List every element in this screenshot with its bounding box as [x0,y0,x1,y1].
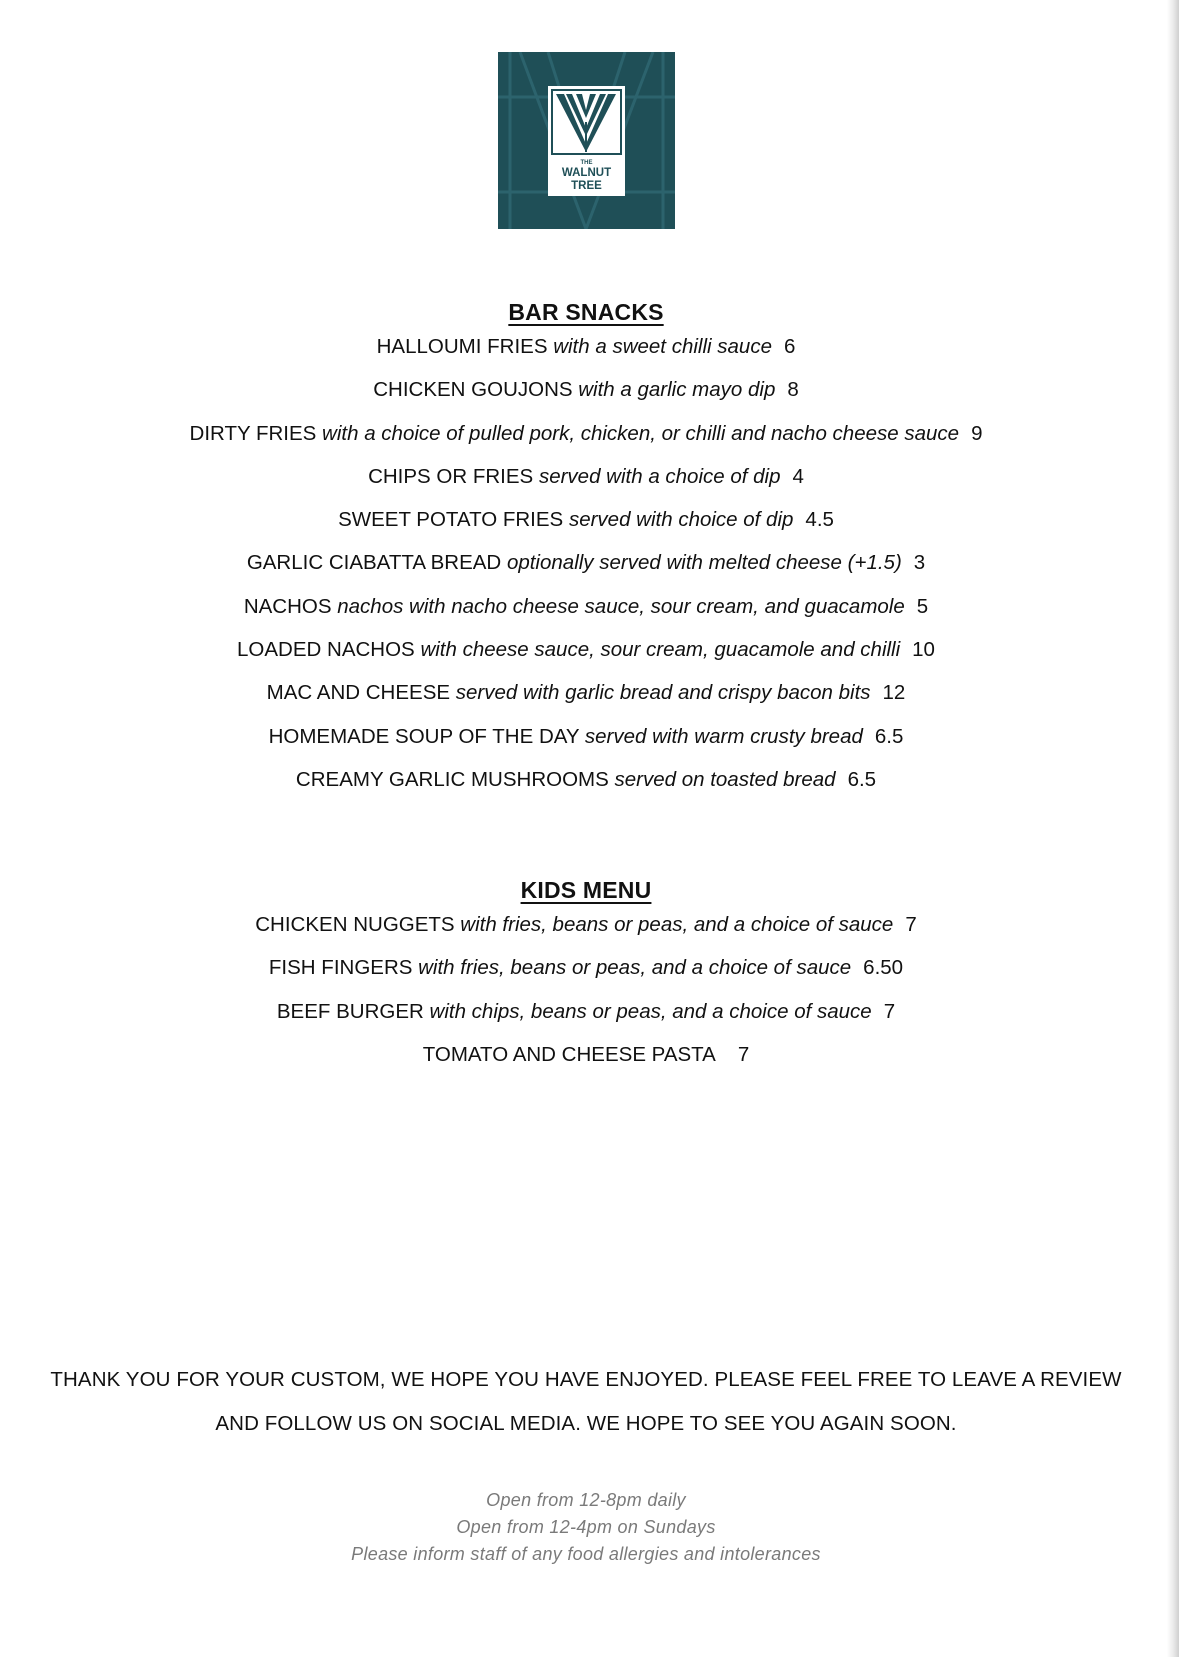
item-price: 4.5 [805,508,834,532]
menu-item [0,541,1172,584]
item-price: 3 [913,551,926,575]
menu-item [0,628,1172,671]
item-name: CHIPS OR FRIES [368,464,534,488]
page-edge-shadow [1167,0,1179,1657]
item-name: GARLIC CIABATTA BREAD [246,551,502,575]
item-price: 7 [883,999,896,1023]
item-name: HALLOUMI FRIES [376,335,548,358]
menu-item [0,990,1172,1033]
item-description: served with warm crusty bread [584,724,863,748]
menu-item [0,412,1172,455]
item-name: CHICKEN GOUJONS [373,378,573,402]
item-price: 7 [905,913,917,936]
item-price: 9 [971,421,983,445]
item-price: 6.5 [847,767,877,791]
thank-you-message [0,1358,1172,1446]
item-price: 8 [787,378,799,402]
menu-item [0,325,1172,368]
bar-snacks-list [0,325,1172,801]
thank-you-line-2: AND FOLLOW US ON SOCIAL MEDIA. WE HOPE TO SEE YOU AGAIN SOON. [215,1412,957,1435]
item-description: with fries, beans or peas, and a choice of sauce [460,913,894,936]
item-price: 6 [783,335,796,358]
logo-text-tree: TREE [571,180,602,192]
item-description: with a choice of pulled pork, chicken, or chilli and nacho cheese sauce [322,421,960,445]
opening-hours-daily: Open from 12-8pm daily [486,1490,686,1510]
item-name: HOMEMADE SOUP OF THE DAY [268,724,580,748]
menu-item [0,758,1172,801]
item-price: 5 [916,594,929,618]
kids-menu-section [0,877,1172,1076]
item-price: 6.50 [863,956,904,980]
item-price: 4 [792,464,804,488]
bar-snacks-section [0,299,1172,801]
item-description: with cheese sauce, sour cream, guacamole and chilli [420,638,901,662]
item-price: 7 [737,1042,750,1066]
footer-notes [0,1487,1172,1568]
item-name: MAC AND CHEESE [266,681,451,705]
item-name: DIRTY FRIES [189,421,317,445]
item-name: LOADED NACHOS [237,638,415,662]
item-description: with fries, beans or peas, and a choice of sauce [418,956,852,980]
item-description: served on toasted bread [614,767,836,791]
item-description: nachos with nacho cheese sauce, sour cream, and guacamole [337,594,905,618]
item-name: SWEET POTATO FRIES [338,508,564,532]
item-description: with a sweet chilli sauce [553,335,772,358]
item-price: 10 [912,638,935,662]
item-price: 6.5 [874,724,904,748]
item-name: TOMATO AND CHEESE PASTA [422,1042,716,1066]
walnut-tree-logo [498,52,675,229]
item-description: optionally served with melted cheese (+1.5) [506,551,902,575]
menu-item [0,903,1172,946]
item-name: FISH FINGERS [268,956,413,980]
menu-item [0,1033,1172,1076]
kids-menu-list [0,903,1172,1076]
menu-item [0,455,1172,498]
item-price: 12 [882,681,906,705]
menu-item [0,368,1172,411]
menu-item [0,585,1172,628]
section-heading-bar-snacks: BAR SNACKS [508,299,664,325]
item-description: served with choice of dip [568,508,794,532]
item-description: with chips, beans or peas, and a choice of sauce [429,999,872,1023]
thank-you-line-1: THANK YOU FOR YOUR CUSTOM, WE HOPE YOU HAVE ENJOYED. PLEASE FEEL FREE TO LEAVE A REVIEW [50,1368,1122,1391]
logo-text-the: THE [580,160,593,166]
section-heading-kids-menu: KIDS MENU [520,877,652,903]
opening-hours-sunday: Open from 12-4pm on Sundays [456,1517,716,1537]
menu-item [0,671,1172,714]
menu-item [0,946,1172,989]
allergy-note: Please inform staff of any food allergies and intolerances [351,1544,821,1564]
item-name: CREAMY GARLIC MUSHROOMS [295,767,609,791]
item-description: served with garlic bread and crispy bacon bits [455,681,871,705]
item-description: with a garlic mayo dip [578,378,776,402]
item-name: BEEF BURGER [276,999,424,1023]
item-description: served with a choice of dip [538,464,781,488]
menu-item [0,715,1172,758]
item-name: NACHOS [243,594,332,618]
menu-item [0,498,1172,541]
logo-text-walnut: WALNUT [561,167,612,179]
item-name: CHICKEN NUGGETS [255,913,455,936]
